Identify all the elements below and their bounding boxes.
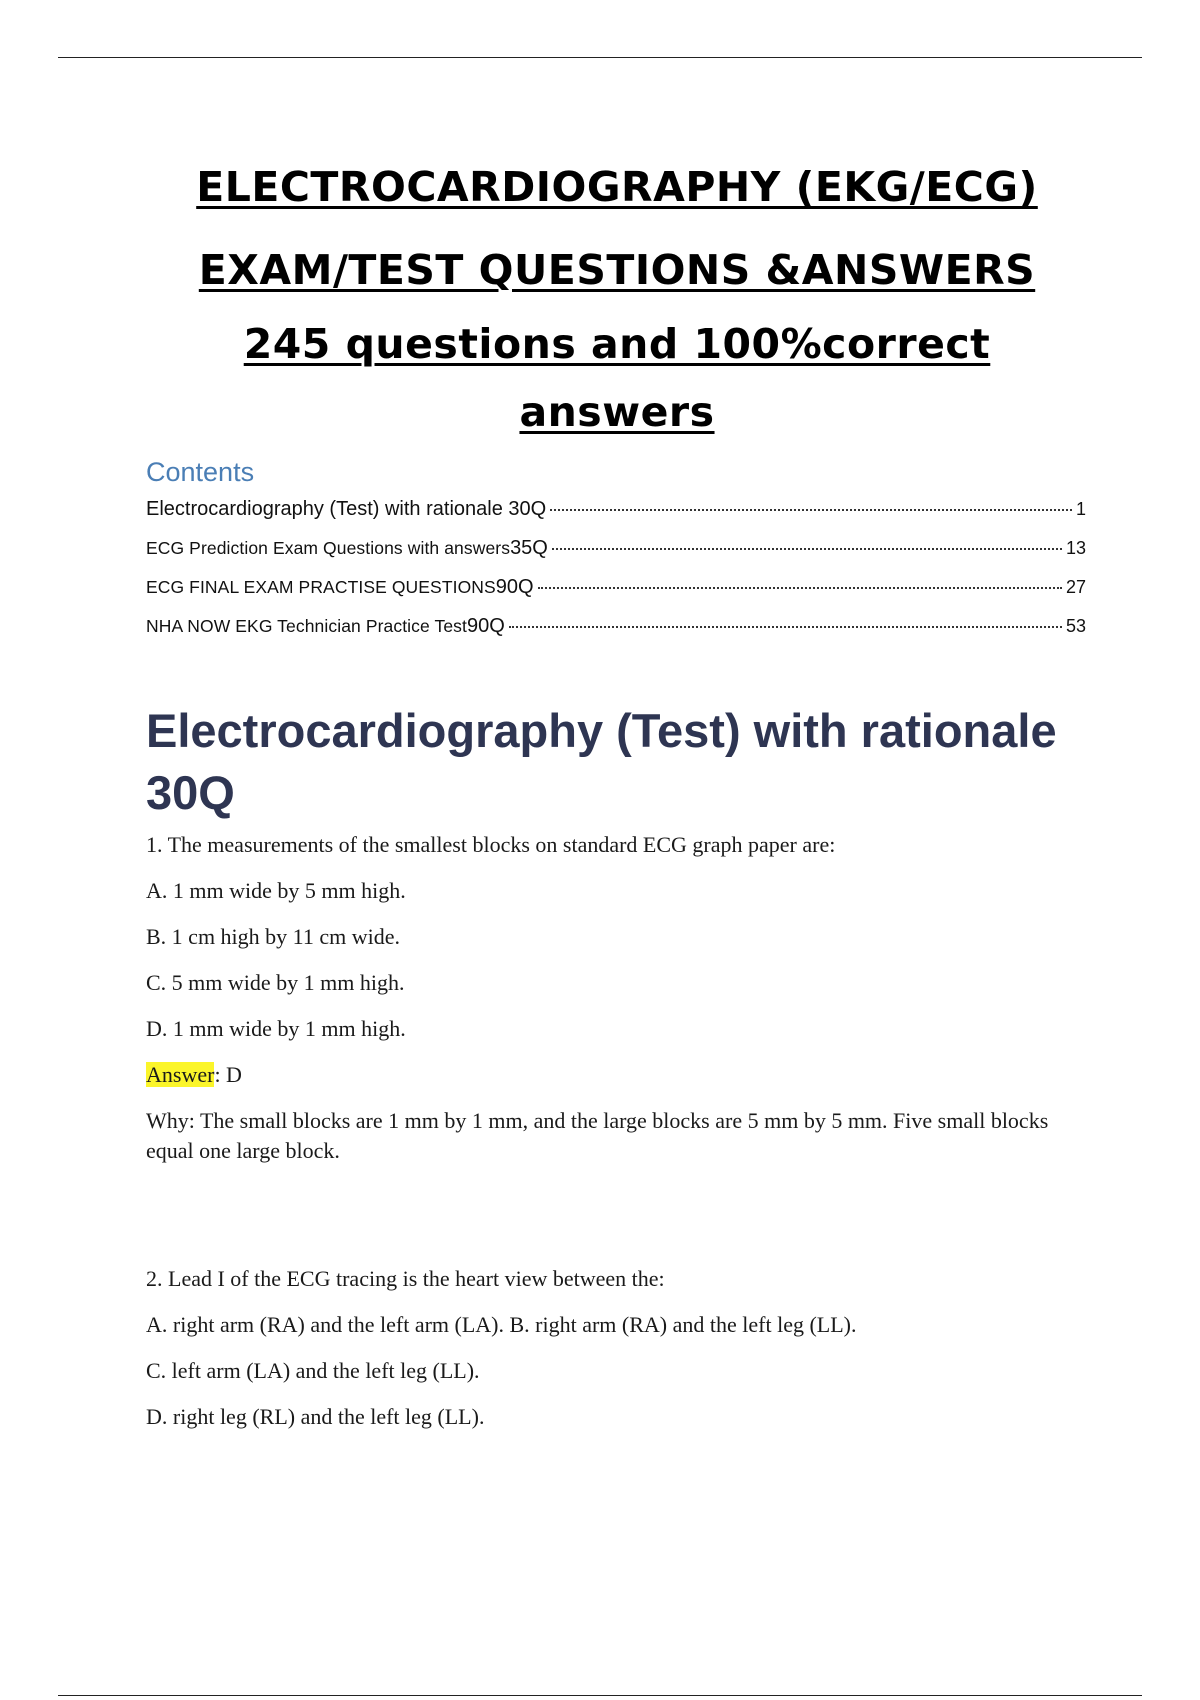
top-rule: [58, 57, 1142, 58]
title-line-2: EXAM/TEST QUESTIONS &ANSWERS: [198, 246, 1036, 294]
question-text: 2. Lead I of the ECG tracing is the heart view between the:: [146, 1266, 665, 1291]
toc-entry-page: 13: [1065, 538, 1086, 558]
document-title: [0, 150, 1200, 445]
toc-entry-label: ECG FINAL EXAM PRACTISE QUESTIONS: [146, 577, 496, 597]
answer-option: C. left arm (LA) and the left leg (LL).: [146, 1358, 480, 1383]
answer-value: : D: [214, 1062, 242, 1087]
toc-entry[interactable]: [146, 537, 1086, 576]
toc-heading: Contents: [146, 457, 255, 487]
toc-entry-count: 90Q: [495, 576, 534, 598]
toc-leader-dots: [538, 587, 1062, 589]
answer-option: A. right arm (RA) and the left arm (LA). B. right arm (RA) and the left leg (LL).: [146, 1312, 857, 1337]
title-line-4: answers: [519, 388, 715, 436]
toc-leader-dots: [552, 548, 1062, 550]
answer-option: C. 5 mm wide by 1 mm high.: [146, 970, 405, 995]
toc-list: [146, 498, 1086, 654]
toc-entry-page: 53: [1065, 616, 1086, 636]
answer-option: D. 1 mm wide by 1 mm high.: [146, 1016, 406, 1041]
answer-label-highlight: Answer: [146, 1062, 215, 1087]
question-block: [146, 1264, 1086, 1432]
answer-option: B. 1 cm high by 11 cm wide.: [146, 924, 400, 949]
toc-entry-label: NHA NOW EKG Technician Practice Test: [146, 616, 467, 636]
toc-entry[interactable]: [146, 498, 1086, 537]
toc-entry-page: 27: [1065, 577, 1086, 597]
toc-leader-dots: [509, 626, 1062, 628]
answer-option: D. right leg (RL) and the left leg (LL).: [146, 1404, 485, 1429]
toc-leader-dots: [550, 509, 1072, 511]
table-of-contents: [146, 454, 1086, 654]
toc-entry-count: 90Q: [466, 615, 505, 637]
section-heading: Electrocardiography (Test) with rationale 30Q: [146, 704, 1057, 819]
questions-content: [146, 830, 1086, 1448]
toc-entry[interactable]: [146, 576, 1086, 615]
spacer: [146, 1166, 1086, 1264]
question-block: [146, 830, 1086, 1166]
title-line-1: ELECTROCARDIOGRAPHY (EKG/ECG): [196, 163, 1038, 211]
toc-entry-label: ECG Prediction Exam Questions with answers: [146, 538, 511, 558]
answer-option: A. 1 mm wide by 5 mm high.: [146, 878, 406, 903]
title-line-3: 245 questions and 100%correct: [243, 320, 991, 368]
bottom-rule: [58, 1695, 1142, 1696]
toc-entry-page: 1: [1075, 499, 1086, 519]
question-text: 1. The measurements of the smallest blocks on standard ECG graph paper are:: [146, 832, 836, 857]
toc-entry[interactable]: [146, 615, 1086, 654]
toc-entry-label: Electrocardiography (Test) with rationale 30Q: [146, 498, 547, 520]
toc-entry-count: 35Q: [510, 537, 548, 559]
rationale-text: Why: The small blocks are 1 mm by 1 mm, and the large blocks are 5 mm by 5 mm. Five small blocks equal one large block.: [146, 1108, 1049, 1163]
answer-line: [146, 1060, 1086, 1090]
